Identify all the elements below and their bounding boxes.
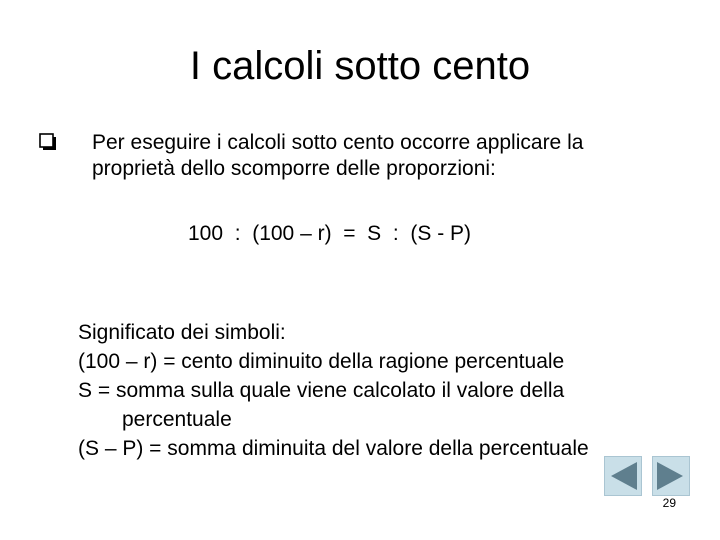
symbol-definition: (S – P) = somma diminuita del valore della percentuale (78, 437, 589, 460)
proportion-formula: 100 : (100 – r) = S : (S - P) (188, 222, 472, 245)
symbols-explanation (78, 318, 688, 463)
next-slide-button[interactable] (652, 456, 690, 496)
symbol-definition: S = somma sulla quale viene calcolato il valore della (78, 379, 565, 402)
bullet-line-2: proprietà dello scomporre delle proporzioni: (92, 157, 496, 180)
hollow-square-bullet-icon (38, 132, 58, 152)
slide-title: I calcoli sotto cento (189, 44, 531, 88)
bullet-line-1: Per eseguire i calcoli sotto cento occorre applicare la (92, 131, 584, 154)
bullet-text (92, 130, 692, 182)
page-number: 29 (662, 496, 676, 510)
symbol-definition-continuation: percentuale (122, 408, 232, 431)
symbols-heading: Significato dei simboli: (78, 321, 286, 344)
triangle-right-icon (653, 457, 689, 495)
symbol-definition: (100 – r) = cento diminuito della ragione percentuale (78, 350, 565, 373)
previous-slide-button[interactable] (604, 456, 642, 496)
triangle-left-icon (605, 457, 641, 495)
